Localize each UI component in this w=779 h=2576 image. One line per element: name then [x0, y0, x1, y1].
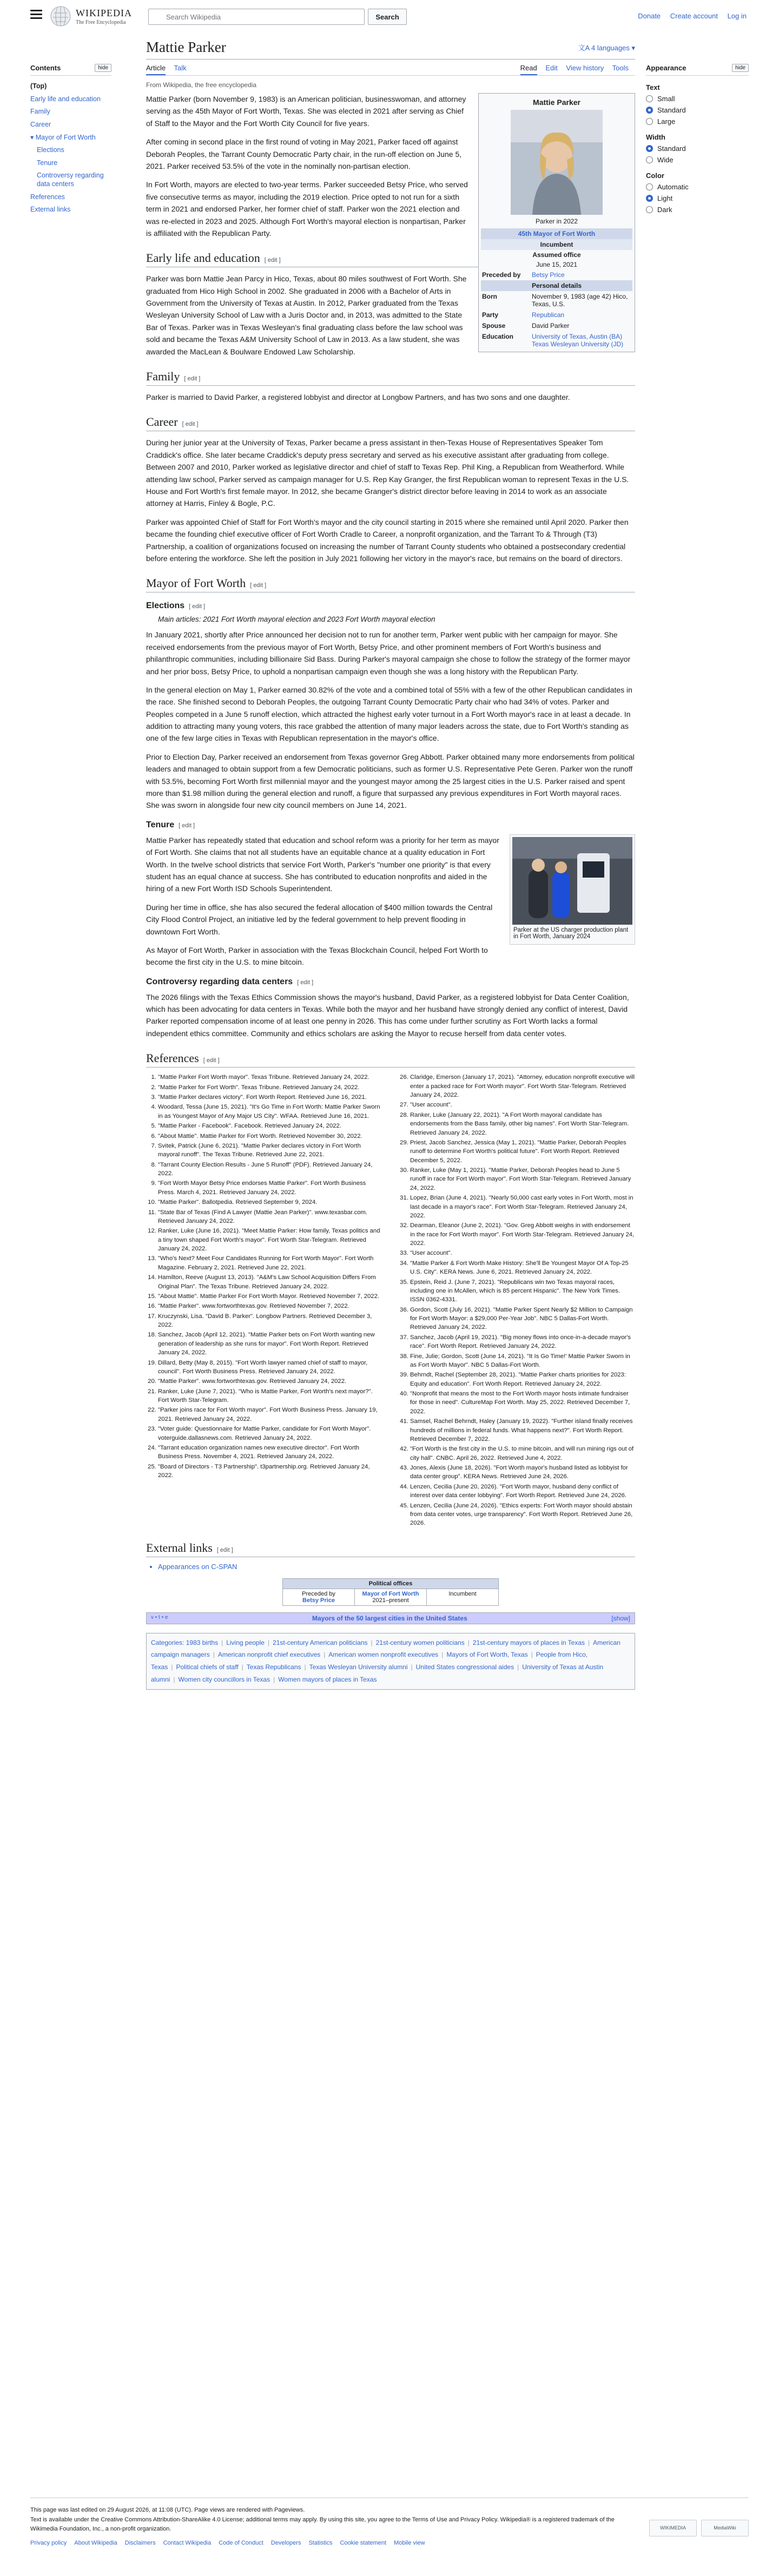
edit-section-link[interactable]: [ edit ] — [216, 1546, 233, 1553]
reference-item[interactable]: 39. Behrndt, Rachel (September 28, 2021). "Mattie Parker charts priorities for 2023: Equity and education". Fort Worth Report. Retrieved January 24, 2022. — [410, 1371, 635, 1388]
radio-icon[interactable] — [646, 206, 653, 213]
tenure-paragraph-2: During her time in office, she has also secured the federal allocation of $400 million towards the Central City Flood Control Project, an initiative led by the federal government to help prevent flooding in downtown Fort Worth. — [146, 902, 493, 936]
toc-item-mayor-label: Mayor of Fort Worth — [35, 133, 96, 141]
appearance-group-label: Color — [646, 172, 664, 180]
assumed-office-label: Assumed office — [532, 251, 581, 259]
reference-item[interactable]: 9. "Fort Worth Mayor Betsy Price endorses Mattie Parker". Fort Worth Business Press. March 4, 2021. Retrieved January 24, 2022. — [158, 1179, 383, 1197]
category-separator: | — [324, 1651, 326, 1659]
toc-item-tenure[interactable]: Tenure — [37, 159, 58, 167]
reference-item[interactable]: 10. "Mattie Parker". Ballotpedia. Retrieved September 9, 2024. — [158, 1198, 383, 1207]
controversy-paragraph: The 2026 filings with the Texas Ethics Commission shows the mayor's husband, David Parker, as a registered lobbyist for Data Center Coalition, which has been advocating for data centers in Texas. While both the mayor and her husband have strongly denied any conflict of interest, David Parker reported compensation income of at least one penny in 2026. This has come under further scrutiny as Fort Worth lacks a formal independent ethics committee. Community and ethics scholars are asking the Mayor to recuse herself from data center votes. — [146, 992, 629, 1038]
mayor-title: Mayor of Fort Worth — [146, 576, 246, 590]
tab-view-history[interactable]: View history — [566, 64, 604, 72]
language-count: 4 languages — [591, 44, 630, 52]
reference-item[interactable]: 22. "Parker joins race for Fort Worth mayor". Fort Worth Business Press. January 19, 2021. Retrieved January 24, 2022. — [158, 1406, 383, 1424]
intro-paragraph-1: Mattie Parker (born November 9, 1983) is an American politician, businesswoman, and attorney serving as the 45th Mayor of Fort Worth, Texas. She was elected in 2021 after serving as Chief of Staff to the Mayor and the Fort Worth City Council for five years. — [146, 95, 466, 128]
category-link[interactable]: American women nonprofit executives — [328, 1651, 439, 1659]
category-separator: | — [173, 1676, 175, 1684]
appearance-option-label: Light — [657, 194, 673, 202]
reference-item[interactable]: 37. Sanchez, Jacob (April 19, 2021). "Big money flows into once-in-a-decade mayor's race". Fort Worth Report. Retrieved January 24, 2022. — [410, 1333, 635, 1351]
category-separator: | — [467, 1638, 470, 1646]
succession-row — [283, 1589, 498, 1605]
born-label: Born — [482, 293, 497, 300]
radio-icon[interactable] — [646, 145, 653, 152]
navbox-header — [147, 1613, 635, 1624]
edit-section-link[interactable]: [ edit ] — [179, 822, 195, 829]
controversy-title: Controversy regarding data centers — [146, 977, 293, 986]
reference-item[interactable]: 38. Fine, Julie; Gordon, Scott (June 14, 2021). "It Is Go Time!' Mattie Parker Sworn in as Fort Worth Mayor". NBC 5 Dallas-Fort Worth. — [410, 1352, 635, 1370]
footer-link[interactable]: Privacy policy — [30, 2539, 67, 2546]
reference-item[interactable]: 18. Sanchez, Jacob (April 12, 2021). "Mattie Parker bets on Fort Worth wanting new generation of leadership as she runs for mayor". Fort Worth Report. Retrieved January 24, 2022. — [158, 1330, 383, 1357]
succession-office-title[interactable]: Mayor of Fort Worth — [362, 1590, 419, 1597]
category-link[interactable]: American nonprofit chief executives — [217, 1651, 321, 1659]
elections-paragraph-3: Prior to Election Day, Parker received an endorsement from Texas governor Greg Abbott. Parker obtained many more endorsements from political leaders and managed to obtain support from a few Democratic politicians, such as former U.S. Representative Pete Geren. Parker won the runoff with 53.5%, becoming Fort Worth first millennial mayor and the youngest mayor among the 25 largest cities in the U.S. Parker raised and spent more than $1.98 million during the general election and runoff, a figure that surpassed any previous expenditures in Fort Worth mayoral races. She was sworn in alongside four new city council members on June 14, 2021. — [146, 752, 635, 810]
spouse-value: David Parker — [532, 322, 570, 330]
reference-item[interactable]: 5. "Mattie Parker - Facebook". Facebook. Retrieved January 24, 2022. — [158, 1122, 383, 1130]
portrait-image[interactable] — [511, 110, 603, 215]
toc-item-controversy[interactable]: Controversy regarding data centers — [37, 172, 104, 188]
succession-office-years: 2021–present — [372, 1597, 409, 1604]
reference-item[interactable]: 41. Samsel, Rachel Behrndt, Haley (January 19, 2022). "Further island finally receives hundreds of millions in federal funds. What happens next?". Fort Worth Report. Retrieved December 7, 2022. — [410, 1417, 635, 1444]
reference-item[interactable]: 25. "Board of Directors - T3 Partnership". t3partnership.org. Retrieved January 24, 2022. — [158, 1462, 383, 1480]
appearance-group-label: Width — [646, 133, 665, 141]
reference-list — [146, 1073, 635, 1529]
category-separator: | — [304, 1663, 306, 1671]
external-links-title: External links — [146, 1540, 213, 1554]
infobox-row-preceded — [481, 269, 632, 280]
appearance-hide-button[interactable]: hide — [732, 64, 749, 72]
reference-item[interactable]: 19. Dillard, Betty (May 8, 2015). "Fort Worth lawyer named chief of staff to mayor, council". Fort Worth Business Press. Retrieved January 24, 2022. — [158, 1359, 383, 1376]
edit-section-link[interactable]: [ edit ] — [189, 603, 206, 610]
infobox-row-education — [481, 331, 632, 350]
edit-section-link[interactable]: [ edit ] — [297, 979, 314, 986]
category-link[interactable]: Political chiefs of staff — [176, 1663, 239, 1671]
toc-item-mayor[interactable] — [30, 131, 111, 144]
tenure-figure — [510, 834, 635, 945]
succession-office — [354, 1589, 427, 1605]
section-heading-family — [146, 370, 635, 386]
appearance-option[interactable] — [646, 156, 749, 164]
elections-paragraph-1: In January 2021, shortly after Price announced her decision not to run for another term, Parker went public with her campaign for mayor. She received endorsements from the previous mayor of Fort Worth, Betsy Price, and other prominent members of Fort Worth's business and philanthropic communities, including billionaire Sid Bass. During Parker's mayoral campaign she chose to follow the strategy of the former mayor and her prior boss, Betsy Price, to uphold a nonpartisan campaign even though she was a long history with the Republican Party. — [146, 630, 631, 676]
reference-item[interactable]: 29. Priest, Jacob Sanchez, Jessica (May 1, 2021). "Mattie Parker, Deborah Peoples runoff to determine Fort Worth's political future". Fort Worth Report. Retrieved December 5, 2022. — [410, 1138, 635, 1165]
early-life-paragraph: Parker was born Mattie Jean Parcy in Hico, Texas, about 80 miles southwest of Fort Worth. She graduated from Hico High School in 2002. She graduated in 2006 with a Bachelor of Arts in Government from the University of Texas at Austin. In 2012, Parker graduated from the Texas Wesleyan University School of Law with a Juris Doctor and, in 2013, was admitted to the State Bar of Texas. Parker was in Texas Wesleyan's final graduating class before the law school was sold and became the Texas A&M University School of Law in 2013. As a law student, she was awarded the MacLean & Boulware Endowed Law Scholarship. — [146, 274, 467, 356]
personal-details-header: Personal details — [481, 280, 632, 291]
reference-item[interactable]: 44. Lenzen, Cecilia (June 20, 2026). "Fort Worth mayor, husband deny conflict of interest over data center lobbying". Fort Worth Report. Retrieved June 24, 2026. — [410, 1483, 635, 1500]
reference-item[interactable]: 34. "Mattie Parker & Fort Worth Make History: She'll Be Youngest Mayor Of A Top-25 U.S. City". KERA News. June 6, 2021. Retrieved January 24, 2022. — [410, 1259, 635, 1277]
toc-item-external-links[interactable]: External links — [30, 206, 71, 214]
radio-icon[interactable] — [646, 95, 653, 102]
appearance-option[interactable] — [646, 106, 749, 114]
chevron-down-icon[interactable]: ▾ — [30, 133, 36, 141]
category-links — [146, 1633, 635, 1690]
reference-item[interactable]: 3. "Mattie Parker declares victory". Fort Worth Report. Retrieved June 16, 2021. — [158, 1093, 383, 1102]
reference-item[interactable]: 2. "Mattie Parker for Fort Worth". Texas Tribune. Retrieved January 24, 2022. — [158, 1083, 383, 1092]
reference-item[interactable]: 30. Ranker, Luke (May 1, 2021). "Mattie Parker, Deborah Peoples head to June 5 runoff in race for Fort Worth mayor". Fort Worth Star-Telegram. Retrieved January 24, 2022. — [410, 1166, 635, 1193]
category-separator: | — [441, 1651, 444, 1659]
footer-link[interactable]: Code of Conduct — [219, 2539, 263, 2546]
table-of-contents — [30, 64, 111, 216]
succession-preceded-label: Preceded by — [302, 1590, 335, 1597]
tab-read[interactable]: Read — [520, 64, 537, 75]
radio-icon[interactable] — [646, 195, 653, 202]
navbox-show-toggle[interactable]: [show] — [611, 1614, 630, 1622]
tenure-title: Tenure — [146, 820, 175, 829]
category-link[interactable]: Texas Wesleyan University alumni — [309, 1663, 408, 1671]
category-separator: | — [221, 1638, 223, 1646]
tenure-paragraph-3: As Mayor of Fort Worth, Parker in association with the Texas Blockchain Council, helped Fort Worth to become the first city in the U.S. to mine bitcoin. — [146, 945, 488, 967]
search-button[interactable]: Search — [368, 9, 407, 25]
tab-edit[interactable]: Edit — [545, 64, 558, 72]
intro-paragraph-2: After coming in second place in the first round of voting in May 2021, Parker faced off against Deborah Peoples, the Tarrant County Democratic Party chair, in the run-off election on June 5, 2021. Parker received 53.5% of the vote in the nominally non-partisan election. — [146, 137, 462, 170]
appearance-option[interactable] — [646, 117, 749, 126]
family-paragraph: Parker is married to David Parker, a registered lobbyist and director at Longbow Partners, and has two sons and one daughter. — [146, 393, 570, 402]
radio-icon[interactable] — [646, 183, 653, 190]
footer-links — [30, 2539, 749, 2548]
succession-preceded-value[interactable]: Betsy Price — [302, 1597, 335, 1604]
footer-link[interactable]: Statistics — [308, 2539, 333, 2546]
toc-item-career[interactable]: Career — [30, 120, 51, 128]
category-separator: | — [531, 1651, 533, 1659]
early-life-title: Early life and education — [146, 251, 260, 265]
section-heading-external-links — [146, 1541, 635, 1557]
reference-item[interactable]: 26. Claridge, Emerson (January 17, 2021). "Attorney, education nonprofit executive will enter a packed race for Fort Worth mayor". Fort Worth Star-Telegram. Retrieved January 24, 2022. — [410, 1073, 635, 1099]
category-link[interactable]: 21st-century American politicians — [273, 1638, 368, 1646]
born-value: November 9, 1983 (age 42) Hico, Texas, U.S. — [532, 293, 628, 308]
tenure-photo-illustration — [512, 837, 632, 925]
reference-item[interactable]: 17. Kruczynski, Lisa. "David B. Parker". Longbow Partners. Retrieved December 3, 2022. — [158, 1312, 383, 1330]
infobox-row-born — [481, 291, 632, 309]
subsection-heading-elections — [146, 601, 635, 611]
reference-item[interactable]: 45. Lenzen, Cecilia (June 24, 2026). "Ethics experts: Fort Worth mayor should abstain from data center votes, urge transparency". Fort Worth Report. Retrieved June 26, 2026. — [410, 1501, 635, 1528]
reference-item[interactable]: 11. "State Bar of Texas (Find A Lawyer (Mattie Jean Parker)". www.texasbar.com. Retrieved January 24, 2022. — [158, 1208, 383, 1226]
assumed-office-date: June 15, 2021 — [536, 261, 578, 268]
category-link[interactable]: 21st-century women politicians — [375, 1638, 465, 1646]
category-link[interactable]: American campaign managers — [151, 1638, 620, 1659]
categories-label[interactable]: Categories: — [151, 1638, 184, 1646]
succession-header: Political offices — [283, 1579, 498, 1589]
edit-section-link[interactable]: [ edit ] — [182, 421, 199, 428]
appearance-option-label: Wide — [657, 156, 674, 164]
reference-item[interactable]: 28. Ranker, Luke (January 22, 2021). "A Fort Worth mayoral candidate has endorsements from the Bass family, other big names". Fort Worth Star-Telegram. Retrieved January 24, 2022. — [410, 1111, 635, 1137]
tenure-photo[interactable] — [512, 837, 632, 925]
reference-column-2 — [398, 1073, 635, 1529]
cspan-link[interactable]: • Appearances on C-SPAN — [158, 1563, 635, 1571]
toc-hide-button[interactable]: hide — [95, 64, 111, 72]
reference-item[interactable]: 35. Epstein, Reid J. (June 7, 2021). "Republicans win two Texas mayoral races, including one in McAllen, which is 85 percent Hispanic". The New York Times. ISSN 0362-4331. — [410, 1278, 635, 1305]
reference-column-1 — [146, 1073, 383, 1529]
appearance-option-label: Large — [657, 117, 676, 126]
search-input[interactable] — [148, 9, 365, 25]
category-separator: | — [213, 1651, 215, 1659]
radio-icon[interactable] — [646, 156, 653, 163]
toc-item-early-life[interactable]: Early life and education — [30, 95, 101, 103]
tenure-paragraph-1: Mattie Parker has repeatedly stated that education and school reform was a priority for her term as mayor of Fort Worth. She claims that not all students have an equitable chance at a quality education in Fort Worth. In the twelve school districts that service Fort Worth, Parker's "number one priority" is that every student has an equal chance at success. She has contributed to education nonprofits and aided in the hiring of a new Fort Worth ISD Schools Superintendent. — [146, 835, 499, 893]
section-heading-references — [146, 1051, 635, 1068]
footer-link[interactable]: About Wikipedia — [74, 2539, 117, 2546]
appearance-option[interactable] — [646, 95, 749, 103]
toc-item-references[interactable]: References — [30, 193, 65, 201]
donate-link[interactable]: Donate — [638, 12, 661, 20]
infobox-caption: Parker in 2022 — [535, 218, 578, 225]
preceded-value[interactable]: Betsy Price — [532, 271, 565, 279]
edit-section-link[interactable]: [ edit ] — [264, 257, 281, 264]
wordmark[interactable]: WIKIPEDIA — [76, 8, 132, 18]
reference-item[interactable]: 36. Gordon, Scott (July 16, 2021). "Mattie Parker Spent Nearly $2 Million to Campaign for Fort Worth Mayor: a $29,000 Per-Year Job". NBC 5 Dallas-Fort Worth. Retrieved January 24, 2022. — [410, 1306, 635, 1332]
footer-link[interactable]: Contact Wikipedia — [163, 2539, 212, 2546]
edit-section-link[interactable]: [ edit ] — [250, 582, 267, 589]
footer-link[interactable]: Cookie statement — [340, 2539, 387, 2546]
reference-item[interactable]: 24. "Tarrant education organization names new executive director". Fort Worth Business Press. November 4, 2021. Retrieved January 24, 2022. — [158, 1444, 383, 1461]
translate-icon: 文A — [578, 44, 592, 52]
site-header — [0, 0, 779, 32]
section-heading-mayor — [146, 576, 635, 592]
reference-item[interactable]: 14. Hamilton, Reeve (August 13, 2013). "A&M's Law School Acquisition Differs From Original Plan". The Texas Tribune. Retrieved January 24, 2022. — [158, 1273, 383, 1291]
category-items — [151, 1639, 620, 1683]
appearance-option[interactable] — [646, 183, 749, 191]
category-link[interactable]: United States congressional aides — [415, 1663, 514, 1671]
navbox-mayors — [146, 1612, 635, 1624]
personal-tools — [630, 12, 747, 20]
category-separator: | — [273, 1676, 275, 1684]
navbox-title[interactable]: Mayors of the 50 largest cities in the United States — [312, 1614, 467, 1622]
reference-item[interactable]: 33. "User account". — [410, 1249, 635, 1257]
party-label: Party — [482, 311, 499, 319]
appearance-header — [646, 64, 749, 76]
last-edited-note: This page was last edited on 29 August 2026, at 11:08 (UTC). Page views are rendered with Pageviews. — [30, 2507, 305, 2513]
category-link[interactable]: Living people — [226, 1638, 265, 1646]
succession-incumbent: Incumbent — [427, 1589, 498, 1605]
page-footer — [30, 2498, 749, 2548]
preceded-label: Preceded by — [482, 271, 521, 279]
category-link[interactable]: 1983 births — [186, 1638, 219, 1646]
succession-preceded — [283, 1589, 354, 1605]
tagline: The Free Encyclopedia — [76, 19, 126, 25]
spouse-label: Spouse — [482, 322, 506, 330]
toc-item-family[interactable]: Family — [30, 108, 50, 116]
appearance-option-label: Small — [657, 95, 675, 103]
references-title: References — [146, 1051, 199, 1065]
reference-item[interactable]: 42. "Fort Worth is the first city in the U.S. to mine bitcoin, and will run mining rigs out of city hall". CNBC. April 26, 2022. Retrieved June 4, 2022. — [410, 1445, 635, 1462]
footer-link[interactable]: Disclaimers — [124, 2539, 156, 2546]
category-separator: | — [267, 1638, 270, 1646]
footer-link[interactable]: Developers — [270, 2539, 301, 2546]
reference-item[interactable]: 23. "Voter guide: Questionnaire for Mattie Parker, candidate for Fort Worth Mayor". voterguide.dallasnews.com. Retrieved January 24, 2022. — [158, 1425, 383, 1442]
main-articles-hatnote[interactable]: Main articles: 2021 Fort Worth mayoral election and 2023 Fort Worth mayoral election — [158, 615, 435, 624]
main-menu-button[interactable] — [30, 10, 42, 19]
intro-paragraph-3: In Fort Worth, mayors are elected to two-year terms. Parker succeeded Betsy Price, who served five consecutive terms as mayor, including the 2019 election. Price opted to not run for a sixth term in 2021 and endorsed Parker, her former chief of staff. Parker won the 2021 election and was re-elected in 2023 and 2025. Although Fort Worth's mayoral election is nonpartisan, Parker is affiliated with the Republican Party. — [146, 180, 468, 238]
infobox-row-party — [481, 309, 632, 320]
wikimedia-logo[interactable]: WIKIMEDIA — [649, 2520, 697, 2537]
radio-icon[interactable] — [646, 118, 653, 125]
section-heading-career — [146, 415, 635, 431]
category-link[interactable]: People from Hico, Texas — [151, 1651, 588, 1671]
toc-header — [30, 64, 111, 76]
article-content — [146, 36, 635, 1690]
appearance-option-label: Dark — [657, 206, 672, 214]
page-tabs — [146, 64, 635, 76]
edit-section-link[interactable]: [ edit ] — [184, 375, 201, 383]
party-value[interactable]: Republican — [532, 311, 565, 319]
succession-box — [282, 1578, 499, 1606]
reference-item[interactable]: 13. "Who's Next? Meet Four Candidates Running for Fort Worth Mayor". Fort Worth Magazine. February 2, 2021. Retrieved June 22, 2021. — [158, 1254, 383, 1272]
appearance-option-label: Standard — [657, 106, 686, 114]
appearance-option-label: Automatic — [657, 183, 689, 191]
appearance-options — [646, 83, 749, 214]
category-separator: | — [241, 1663, 243, 1671]
subsection-heading-controversy — [146, 977, 635, 987]
reference-item[interactable]: 6. "About Mattie". Mattie Parker for Fort Worth. Retrieved November 30, 2022. — [158, 1132, 383, 1141]
radio-icon[interactable] — [646, 107, 653, 114]
reference-item[interactable]: 12. Ranker, Luke (June 16, 2021). "Meet Mattie Parker: How family, Texas politics and a tiny town shaped Fort Worth's mayor". Fort Worth Star-Telegram. Retrieved January 24, 2022. — [158, 1227, 383, 1253]
reference-item[interactable]: 21. Ranker, Luke (June 7, 2021). "Who is Mattie Parker, Fort Worth's next mayor?". Fort Worth Star-Telegram. — [158, 1387, 383, 1405]
reference-item[interactable]: 8. "Tarrant County Election Results - June 5 Runoff" (PDF). Retrieved January 24, 2022. — [158, 1161, 383, 1178]
edit-section-link[interactable]: [ edit ] — [203, 1057, 220, 1064]
category-separator: | — [371, 1638, 373, 1646]
toc-title: Contents — [30, 64, 61, 72]
language-button[interactable]: 文A 4 languages ▾ — [578, 44, 635, 52]
infobox-row-spouse — [481, 320, 632, 331]
category-link[interactable]: University of Texas at Austin alumni — [151, 1663, 604, 1684]
category-link[interactable]: Women city councillors in Texas — [178, 1676, 270, 1684]
education-label: Education — [482, 333, 514, 340]
reference-item[interactable]: 43. Jones, Alexis (June 18, 2026). "Fort Worth mayor's husband listed as lobbyist for data center group". KERA News. Retrieved June 24, 2026. — [410, 1464, 635, 1481]
tenure-caption: Parker at the US charger production plant in Fort Worth, January 2024 — [513, 926, 629, 940]
mediawiki-logo[interactable]: MediaWiki — [701, 2520, 749, 2537]
tab-article[interactable]: Article — [146, 64, 166, 75]
category-link[interactable]: Women mayors of places in Texas — [278, 1676, 377, 1684]
reference-item[interactable]: 16. "Mattie Parker". www.fortworthtexas.gov. Retrieved November 7, 2022. — [158, 1302, 383, 1310]
external-links-list — [146, 1563, 635, 1571]
reference-item[interactable]: 7. Svitek, Patrick (June 6, 2021). "Mattie Parker declares victory in Fort Worth mayoral runoff". The Texas Tribune. Retrieved June 22, 2021. — [158, 1142, 383, 1159]
infobox-status: Incumbent — [481, 239, 632, 250]
reference-item[interactable]: 20. "Mattie Parker". www.fortworthtexas.gov. Retrieved January 24, 2022. — [158, 1377, 383, 1386]
subsection-heading-tenure — [146, 820, 635, 830]
career-paragraph-1: During her junior year at the University of Texas, Parker became a press assistant in then-Texas House of Representatives Speaker Tom Craddick's office. She later became Craddick's deputy press secretary and served as his executive assistant after graduating from college. Between 2007 and 2010, Parker worked as legislative director and chief of staff to Texas Rep. Phil King, a Republican from Weatherford. While attending law school, Parker served as campaign manager for U.S. Rep Kay Granger, the first Republican woman to represent Texas in the U.S. House and Fort Worth's first female mayor. In 2012, she became Granger's district director before leaving in 2014 to work as an associate attorney at Harris, Finley & Bogle, P.C. — [146, 438, 629, 508]
infobox — [478, 93, 635, 352]
appearance-title: Appearance — [646, 64, 686, 72]
create-account-link[interactable]: Create account — [670, 12, 718, 20]
infobox-office[interactable]: 45th Mayor of Fort Worth — [481, 228, 632, 239]
category-separator: | — [588, 1638, 590, 1646]
reference-item[interactable]: 31. Lopez, Brian (June 4, 2021). "Nearly 50,000 cast early votes in Fort Worth, most in last decade in a mayor's race". Fort Worth Star-Telegram. Retrieved January 24, 2022. — [410, 1194, 635, 1220]
career-paragraph-2: Parker was appointed Chief of Staff for Fort Worth's mayor and the city council starting in 2015 where she remained until April 2020. Parker then became the founding chief executive officer of Fort Worth Cradle to Career, a nonprofit organization, and the Tarrant To & Through (T3) Partnership, a coalition of organizations focused on increasing the number of Tarrant County students who obtained a postsecondary credential before entering the workforce. She left the position in July 2021 following her victory in the mayor's race, but remains on the board of directors. — [146, 517, 629, 563]
toc-item-elections[interactable]: Elections — [37, 146, 64, 154]
appearance-group-label: Text — [646, 83, 660, 91]
appearance-option[interactable] — [646, 194, 749, 202]
appearance-panel — [646, 64, 749, 217]
category-link[interactable]: Mayors of Fort Worth, Texas — [446, 1651, 528, 1659]
reference-item[interactable]: 1. "Mattie Parker Fort Worth mayor". Texas Tribune. Retrieved January 24, 2022. — [158, 1073, 383, 1082]
page-title: Mattie Parker — [146, 36, 635, 60]
tab-tools[interactable]: Tools — [612, 64, 629, 72]
footer-link[interactable]: Mobile view — [394, 2539, 425, 2546]
reference-item[interactable]: 32. Dearman, Eleanor (June 2, 2021). "Gov. Greg Abbott weighs in with endorsement in the race for Fort Worth mayor". Fort Worth Star-Telegram. Retrieved January 24, 2022. — [410, 1221, 635, 1248]
career-title: Career — [146, 415, 178, 429]
education-value[interactable]: University of Texas, Austin (BA) Texas Wesleyan University (JD) — [532, 333, 624, 348]
elections-title: Elections — [146, 601, 185, 611]
reference-item[interactable]: 15. "About Mattie". Mattie Parker For Fort Worth Mayor. Retrieved November 7, 2022. — [158, 1292, 383, 1301]
appearance-option[interactable] — [646, 144, 749, 153]
infobox-title: Mattie Parker — [533, 98, 580, 107]
category-separator: | — [171, 1663, 173, 1671]
navbox-vte-links[interactable]: v • t • e — [151, 1614, 168, 1620]
category-separator: | — [411, 1663, 413, 1671]
site-subtitle: From Wikipedia, the free encyclopedia — [146, 81, 257, 89]
reference-item[interactable]: 40. "Nonprofit that means the most to the Fort Worth mayor hosts intimate fundraiser for those in need". CultureMap Fort Worth. May 25, 2022. Retrieved December 7, 2022. — [410, 1389, 635, 1416]
license-note: Text is available under the Creative Commons Attribution-ShareAlike 4.0 License; additional terms may apply. By using this site, you agree to the Terms of Use and Privacy Policy. Wikipedia® is a registered trademark of the Wikimedia Foundation, Inc., a non-profit organization. — [30, 2516, 615, 2533]
appearance-option-label: Standard — [657, 144, 686, 153]
appearance-option[interactable] — [646, 206, 749, 214]
elections-paragraph-2: In the general election on May 1, Parker earned 30.82% of the vote and a combined total of 55% with a few of the other Republican candidates in the race. She finished second to Deborah Peoples, the outgoing Tarrant County Democratic Party chair who had 34% of votes. Parker and Peoples competed in a June 5 runoff election, which attracted the highest early voter turnout in a Fort Worth mayor's race in at least a decade. In addition to attracting many young voters, this race grabbed the attention of many major leaders across the state, due to Fort Worth's standing as one of the few large cities in Texas with Republican representation in the mayor's office. — [146, 685, 632, 743]
family-title: Family — [146, 370, 180, 384]
toc-item-top[interactable]: (Top) — [30, 82, 47, 90]
footer-logos — [649, 2520, 749, 2537]
reference-item[interactable]: 4. Woodard, Tessa (June 15, 2021). "It's Go Time in Fort Worth: Mattie Parker Sworn in as Youngest Mayor of Any Major US City". WFAA. Retrieved June 16, 2021. — [158, 1103, 383, 1121]
portrait-illustration — [511, 110, 603, 215]
wikipedia-globe-logo[interactable] — [50, 5, 71, 27]
tab-talk[interactable]: Talk — [174, 64, 187, 72]
category-link[interactable]: 21st-century mayors of places in Texas — [472, 1638, 585, 1646]
category-separator: | — [517, 1663, 519, 1671]
log-in-link[interactable]: Log in — [727, 12, 747, 20]
reference-item[interactable]: 27. "User account". — [410, 1101, 635, 1109]
category-link[interactable]: Texas Republicans — [246, 1663, 301, 1671]
